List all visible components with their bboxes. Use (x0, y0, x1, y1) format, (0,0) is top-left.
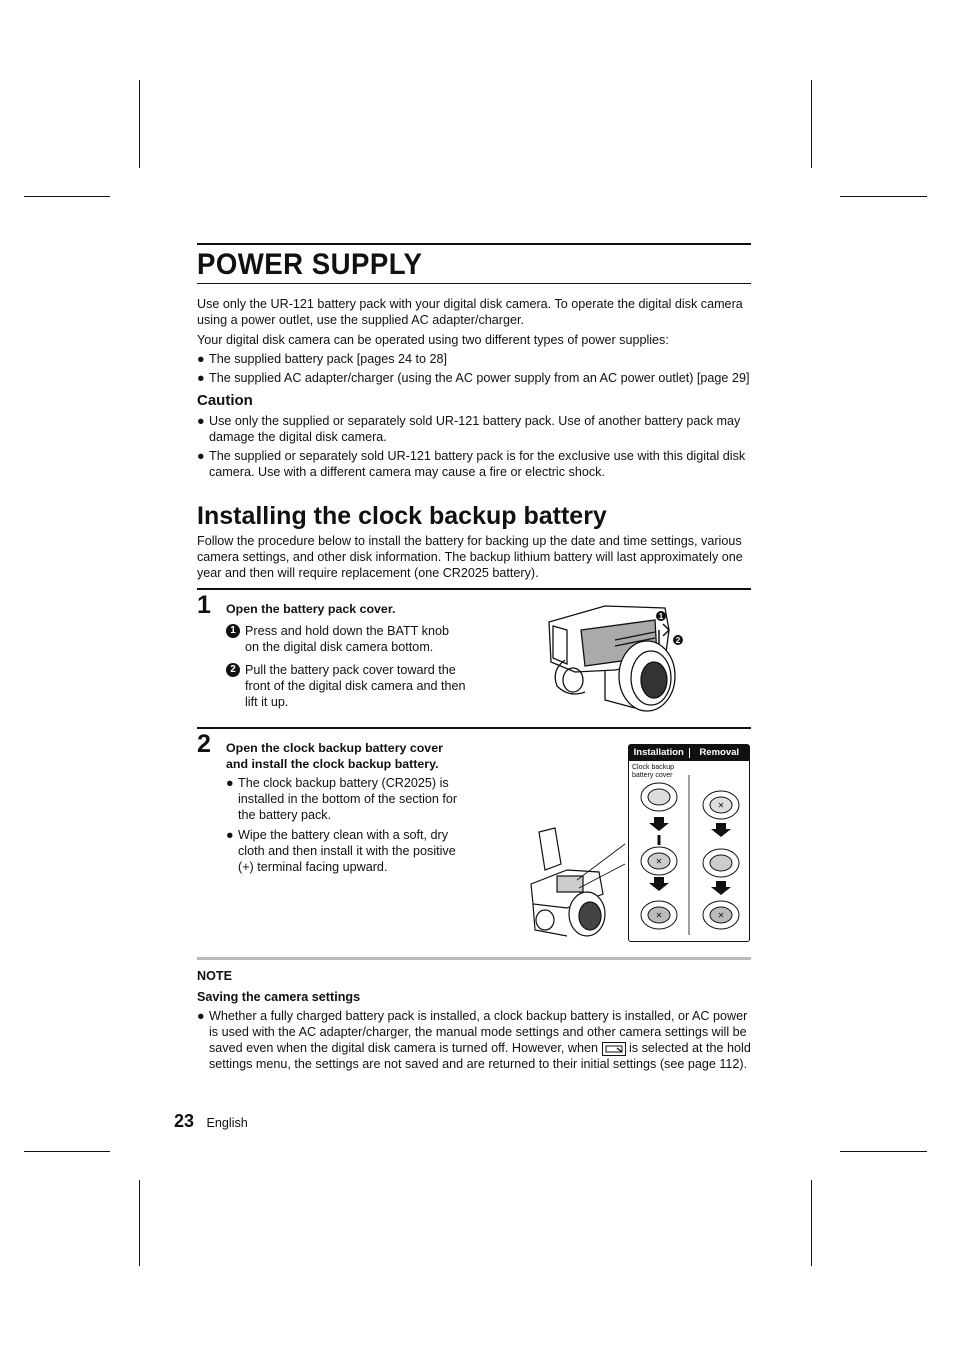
step-2 (197, 727, 751, 957)
page-footer (174, 1111, 248, 1132)
svg-text:✕: ✕ (655, 911, 663, 920)
down-arrow-icon (649, 817, 669, 831)
callout-label: 2 (675, 636, 681, 645)
step-number: 1 (197, 591, 211, 619)
caution-heading: Caution (197, 392, 253, 409)
note-subheading: Saving the camera settings (197, 990, 361, 1004)
note-heading: NOTE (197, 969, 232, 983)
page-number: 23 (174, 1111, 195, 1131)
svg-text:✕: ✕ (655, 857, 663, 866)
step-heading: Open the clock backup battery cover and install the clock backup battery. (226, 741, 443, 771)
step-heading: Open the battery pack cover. (226, 602, 396, 616)
crop-mark (840, 1151, 927, 1152)
battery-steps-diagram (629, 775, 749, 940)
intro-paragraph: Use only the UR-121 battery pack with your digital disk camera. To operate the digital disk camera using a power outlet, use the supplied AC adapter/charger. (197, 297, 743, 327)
down-arrow-icon (711, 823, 731, 837)
panel-header (629, 745, 749, 761)
list-item: ● Whether a fully charged battery pack is installed, a clock backup battery is installed, or AC power is used with the AC adapter/charger, the manual mode settings and other camera settings will be saved even when the digital disk camera is turned off. However, when is selected at the hold settings menu, the settings are not saved and are returned to their initial settings (see page 112). (197, 1009, 751, 1071)
note-list (197, 1008, 751, 1072)
crop-mark (139, 80, 140, 168)
caution-list (197, 413, 751, 480)
callout-label: 1 (658, 612, 664, 621)
svg-text:✕: ✕ (717, 801, 725, 810)
number-marker: 2 (226, 663, 240, 677)
step-substep: 1 Press and hold down the BATT knob on the digital disk camera bottom. (226, 623, 466, 655)
list-item: ● Use only the supplied or separately sold UR-121 battery pack. Use of another battery pack may damage the digital disk camera. (197, 414, 741, 444)
intro-paragraph: Your digital disk camera can be operated using two different types of power supplies: (197, 333, 669, 347)
crop-mark (811, 1180, 812, 1266)
step-1 (197, 588, 751, 727)
section-heading: Installing the clock backup battery (197, 502, 607, 530)
step-bullet: ● The clock backup battery (CR2025) is installed in the bottom of the section for the battery pack. (226, 776, 458, 822)
list-item: ● The supplied or separately sold UR-121 battery pack is for the exclusive use with this digital disk camera. Use with a different camera may cause a fire or electric shock. (197, 449, 746, 479)
hold-settings-off-icon (602, 1042, 626, 1056)
down-arrow-icon (711, 881, 731, 895)
crop-mark (811, 80, 812, 168)
svg-text:✕: ✕ (717, 911, 725, 920)
installation-removal-panel (628, 744, 750, 942)
camera-open-illustration (527, 824, 627, 939)
installation-label: Installation (633, 747, 684, 758)
supply-list (197, 351, 751, 386)
removal-label: Removal (699, 747, 740, 758)
crop-mark (840, 196, 927, 197)
crop-mark (24, 196, 110, 197)
crop-mark (139, 1180, 140, 1266)
step-bullet: ● Wipe the battery clean with a soft, dry cloth and then install it with the positive (+) terminal facing upward. (226, 828, 456, 874)
page-title: POWER SUPPLY (197, 248, 423, 281)
battery-cover-label: Clock backup battery cover (632, 764, 675, 779)
crop-mark (24, 1151, 110, 1152)
step-substep: 2 Pull the battery pack cover toward the front of the digital disk camera and then lift it up. (226, 662, 466, 710)
title-bar (197, 243, 751, 284)
down-arrow-icon (649, 877, 669, 891)
section-intro: Follow the procedure below to install the battery for backing up the date and time settings, various camera settings, and other disk information. The backup lithium battery will last approximately one year and then will require replacement (one CR2025 battery). (197, 534, 743, 580)
page-content (197, 243, 751, 1072)
note-divider (197, 957, 751, 960)
camera-battery-cover-illustration (545, 600, 685, 720)
list-item: ● The supplied AC adapter/charger (using the AC power supply from an AC power outlet) [page 29] (197, 371, 750, 385)
number-marker: 1 (226, 624, 240, 638)
step-number: 2 (197, 730, 211, 758)
list-item: ● The supplied battery pack [pages 24 to 28] (197, 352, 448, 366)
language-label: English (206, 1116, 248, 1130)
